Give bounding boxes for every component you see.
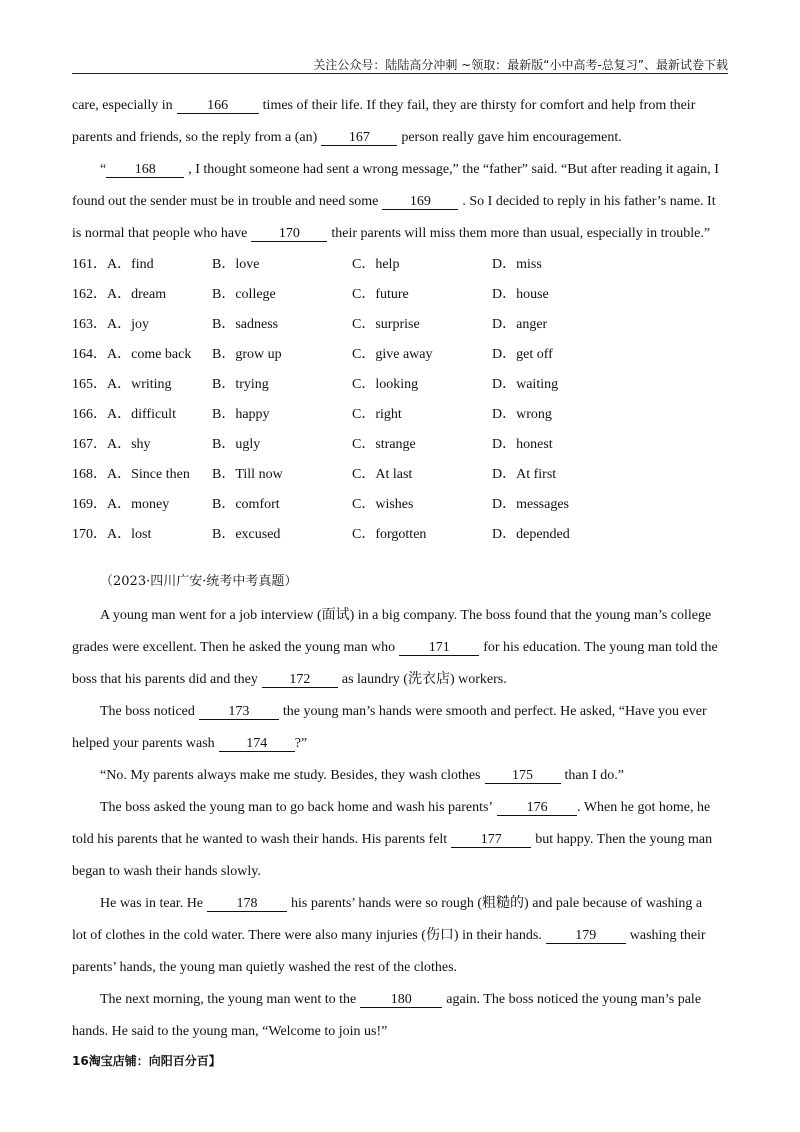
answer-blank-172[interactable]: 172	[262, 672, 338, 688]
option-c[interactable]: C．At last	[352, 467, 413, 482]
passage-text: found out the sender must be in trouble and need some	[72, 194, 379, 209]
option-row-168	[72, 458, 728, 488]
option-c[interactable]: C．give away	[352, 347, 433, 362]
option-row-165	[72, 368, 728, 398]
option-b[interactable]: B．comfort	[212, 497, 280, 512]
answer-blank-180[interactable]: 180	[360, 992, 442, 1008]
passage-line	[72, 824, 728, 856]
passage-line	[72, 90, 728, 122]
option-d[interactable]: D．At first	[492, 467, 557, 482]
option-d[interactable]: D．wrong	[492, 407, 552, 422]
passage-text: “No. My parents always make me study. Besides, they wash clothes	[100, 768, 481, 783]
passage-text: . So I decided to reply in his father’s name. It	[462, 194, 716, 209]
option-row-161	[72, 248, 728, 278]
option-c[interactable]: C．help	[352, 257, 400, 272]
passage-text: care, especially in	[72, 98, 173, 113]
option-b[interactable]: B．love	[212, 257, 260, 272]
passage-text: . When he got home, he	[577, 800, 711, 815]
answer-blank-169[interactable]: 169	[382, 194, 458, 210]
option-d[interactable]: D．miss	[492, 257, 542, 272]
passage-source: （2023·四川广安·统考中考真题）	[100, 574, 298, 589]
option-b[interactable]: B．trying	[212, 377, 269, 392]
passage-line	[72, 632, 728, 664]
passage-text: grades were excellent. Then he asked the young man who	[72, 640, 396, 655]
option-row-167	[72, 428, 728, 458]
answer-blank-178[interactable]: 178	[207, 896, 287, 912]
passage-text: for his education. The young man told the	[483, 640, 718, 655]
option-row-166	[72, 398, 728, 428]
passage-line	[72, 664, 728, 696]
option-a[interactable]: 164．A．come back	[72, 347, 192, 362]
passage-text: as laundry (洗衣店) workers.	[341, 672, 507, 687]
option-b[interactable]: B．ugly	[212, 437, 261, 452]
passage-line	[72, 760, 728, 792]
passage-text: is normal that people who have	[72, 226, 248, 241]
option-a[interactable]: 167．A．shy	[72, 437, 151, 452]
option-d[interactable]: D．anger	[492, 317, 548, 332]
option-c[interactable]: C．strange	[352, 437, 416, 452]
option-row-162	[72, 278, 728, 308]
passage-text: boss that his parents did and they	[72, 672, 258, 687]
passage-text: , I thought someone had sent a wrong message,” the “father” said. “But after reading it again, I	[188, 162, 719, 177]
option-row-169	[72, 488, 728, 518]
passage-line	[72, 792, 728, 824]
passage-text: helped your parents wash	[72, 736, 215, 751]
passage-line	[72, 952, 728, 984]
passage-line	[72, 984, 728, 1016]
option-a[interactable]: 170．A．lost	[72, 527, 152, 542]
passage-text: parents and friends, so the reply from a (an)	[72, 130, 318, 145]
passage-text: than I do.”	[564, 768, 624, 783]
option-a[interactable]: 162．A．dream	[72, 287, 167, 302]
answer-blank-167[interactable]: 167	[321, 130, 397, 146]
answer-blank-179[interactable]: 179	[546, 928, 626, 944]
passage-text: their parents will miss them more than usual, especially in trouble.”	[331, 226, 711, 241]
answer-blank-168[interactable]: 168	[106, 162, 184, 178]
passage-text: lot of clothes in the cold water. There were also many injuries (伤口) in their hands.	[72, 928, 542, 943]
option-a[interactable]: 161．A．find	[72, 257, 154, 272]
passage-line	[72, 122, 728, 154]
passage-text: He was in tear. He	[100, 896, 204, 911]
answer-blank-175[interactable]: 175	[485, 768, 561, 784]
option-a[interactable]: 165．A．writing	[72, 377, 172, 392]
option-c[interactable]: C．right	[352, 407, 402, 422]
passage-text: A young man went for a job interview (面试) in a big company. The boss found that the young man’s college	[100, 608, 712, 623]
option-c[interactable]: C．surprise	[352, 317, 420, 332]
answer-blank-174[interactable]: 174	[219, 736, 295, 752]
passage-line	[72, 154, 728, 186]
answer-blank-176[interactable]: 176	[497, 800, 577, 816]
passage-text: The boss asked the young man to go back home and wash his parents’	[100, 800, 494, 815]
option-b[interactable]: B．grow up	[212, 347, 282, 362]
option-b[interactable]: B．sadness	[212, 317, 279, 332]
option-c[interactable]: C．looking	[352, 377, 419, 392]
passage-line	[72, 696, 728, 728]
passage-text: hands. He said to the young man, “Welcome to join us!”	[72, 1024, 388, 1039]
passage-text: began to wash their hands slowly.	[72, 864, 261, 879]
option-d[interactable]: D．honest	[492, 437, 553, 452]
answer-blank-166[interactable]: 166	[177, 98, 259, 114]
answer-blank-177[interactable]: 177	[451, 832, 531, 848]
option-b[interactable]: B．excused	[212, 527, 281, 542]
option-c[interactable]: C．wishes	[352, 497, 414, 512]
passage-text: The next morning, the young man went to the	[100, 992, 357, 1007]
option-a[interactable]: 166．A．difficult	[72, 407, 176, 422]
passage-line	[72, 1016, 728, 1048]
passage-text: parents’ hands, the young man quietly washed the rest of the clothes.	[72, 960, 458, 975]
passage-line	[72, 218, 728, 250]
passage-text: The boss noticed	[100, 704, 195, 719]
passage-text: ?”	[294, 736, 308, 751]
passage-line	[72, 920, 728, 952]
passage-text: “	[100, 162, 107, 177]
option-b[interactable]: B．happy	[212, 407, 270, 422]
option-row-164	[72, 338, 728, 368]
options-list	[72, 248, 728, 548]
passage-text: again. The boss noticed the young man’s pale	[446, 992, 702, 1007]
document-body	[72, 90, 728, 1048]
passage-text: times of their life. If they fail, they are thirsty for comfort and help from their	[262, 98, 696, 113]
option-d[interactable]: D．get off	[492, 347, 553, 362]
option-c[interactable]: C．future	[352, 287, 409, 302]
option-a[interactable]: 168．A．Since then	[72, 467, 190, 482]
option-d[interactable]: D．waiting	[492, 377, 559, 392]
page-footer: 16淘宝店铺：向阳百分百】	[72, 1054, 221, 1068]
passage-line	[72, 856, 728, 888]
passage-text: his parents’ hands were so rough (粗糙的) and pale because of washing a	[291, 896, 703, 911]
option-c[interactable]: C．forgotten	[352, 527, 427, 542]
page-header: 关注公众号：陆陆高分冲刺 ~领取：最新版“小中高考-总复习”、最新试卷下载	[313, 58, 728, 72]
passage-line	[72, 600, 728, 632]
option-row-163	[72, 308, 728, 338]
option-d[interactable]: D．messages	[492, 497, 569, 512]
answer-blank-170[interactable]: 170	[251, 226, 327, 242]
option-a[interactable]: 163．A．joy	[72, 317, 149, 332]
option-a[interactable]: 169．A．money	[72, 497, 170, 512]
option-row-170	[72, 518, 728, 548]
option-b[interactable]: B．college	[212, 287, 276, 302]
passage-text: told his parents that he wanted to wash their hands. His parents felt	[72, 832, 448, 847]
header-divider	[72, 73, 728, 74]
answer-blank-173[interactable]: 173	[199, 704, 279, 720]
passage-line	[72, 728, 728, 760]
passage-text: person really gave him encouragement.	[401, 130, 622, 145]
option-d[interactable]: D．depended	[492, 527, 570, 542]
passage-line	[72, 186, 728, 218]
passage-text: but happy. Then the young man	[535, 832, 713, 847]
option-b[interactable]: B．Till now	[212, 467, 283, 482]
passage-text: washing their	[629, 928, 706, 943]
answer-blank-171[interactable]: 171	[399, 640, 479, 656]
option-d[interactable]: D．house	[492, 287, 549, 302]
passage-line	[72, 888, 728, 920]
passage-text: the young man’s hands were smooth and perfect. He asked, “Have you ever	[282, 704, 707, 719]
